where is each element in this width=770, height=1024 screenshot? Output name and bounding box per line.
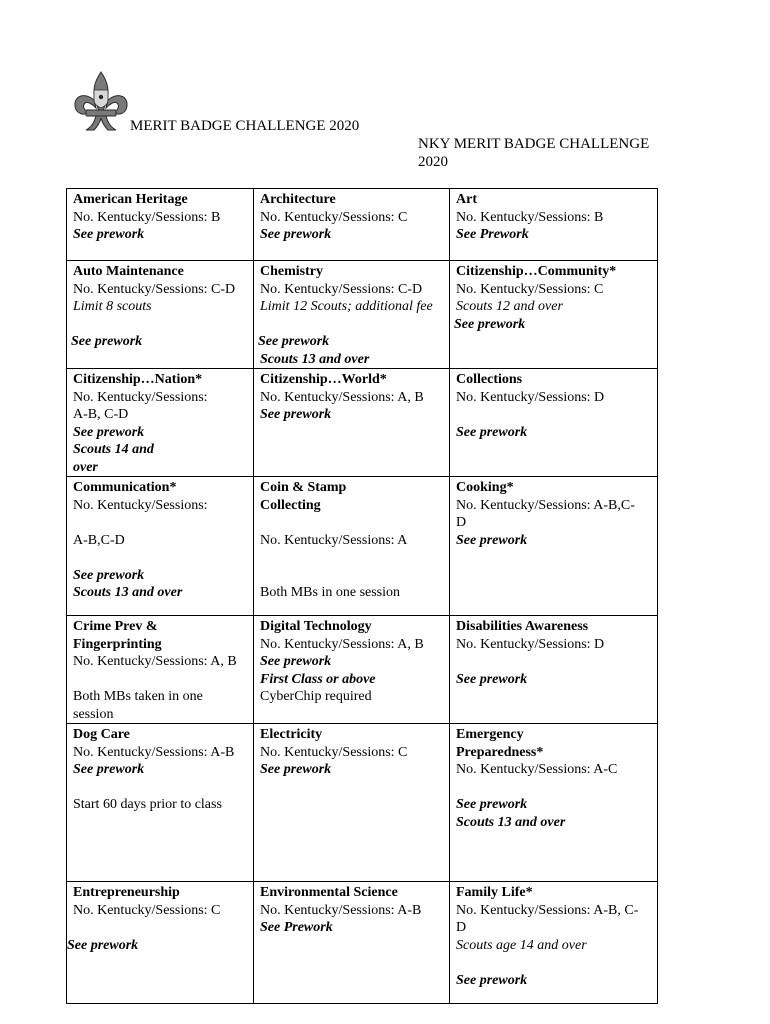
badge-cell-cooking	[450, 477, 658, 616]
badge-extra: CyberChip required	[260, 689, 372, 704]
table-row	[67, 882, 658, 1004]
page-title-right: NKY MERIT BADGE CHALLENGE 2020	[418, 136, 650, 170]
badge-extra: Both MBs taken in one	[73, 689, 203, 704]
badge-cell-emergency-preparedness	[450, 724, 658, 882]
badge-name: Architecture	[260, 192, 336, 207]
badge-cell-entrepreneurship	[67, 882, 254, 1004]
badge-name: Collections	[456, 372, 523, 387]
badge-note: See prework	[260, 227, 332, 242]
badge-sessions: No. Kentucky/Sessions: C	[260, 744, 408, 760]
badge-age: Scouts age 14 and over	[456, 937, 587, 953]
badge-name: American Heritage	[73, 192, 188, 207]
badge-sessions: No. Kentucky/Sessions:	[73, 389, 208, 405]
badge-sessions: No. Kentucky/Sessions: C	[73, 902, 221, 918]
badge-note: See prework	[73, 567, 145, 583]
badge-name: Citizenship…Community*	[456, 264, 617, 279]
badge-note: See prework	[67, 937, 139, 953]
table-row	[67, 369, 658, 477]
badge-sessions: No. Kentucky/Sessions: A, B	[260, 389, 424, 405]
badge-name: Citizenship…World*	[260, 372, 387, 387]
badge-note: See prework	[456, 532, 528, 548]
badge-note: See prework	[258, 334, 330, 349]
badge-name: Digital Technology	[260, 619, 372, 634]
badge-cell-citizenship-nation	[67, 369, 254, 477]
badge-sessions: No. Kentucky/Sessions: C-D	[260, 281, 423, 297]
badge-sessions: No. Kentucky/Sessions: A-B,C-	[456, 497, 635, 513]
badge-cell-architecture	[254, 189, 450, 261]
badge-limit: Limit 12 Scouts; additional fee	[260, 299, 433, 314]
badge-sessions: No. Kentucky/Sessions: A-B	[73, 744, 235, 760]
fleur-de-lis-logo	[72, 70, 130, 134]
badge-cell-environmental-science	[254, 882, 450, 1004]
badge-cell-electricity	[254, 724, 450, 882]
badge-sessions: No. Kentucky/Sessions: B	[73, 209, 221, 225]
badge-note: See prework	[73, 762, 145, 777]
table-row	[67, 616, 658, 724]
badge-cell-dog-care	[67, 724, 254, 882]
badge-note: See prework	[73, 424, 145, 440]
badge-cell-citizenship-world	[254, 369, 450, 477]
badge-name: Dog Care	[73, 727, 130, 742]
badge-sessions-cont: A-B, C-D	[73, 407, 129, 422]
badge-name: Crime Prev &	[73, 619, 158, 634]
badge-sessions-cont: D	[456, 515, 467, 530]
badge-age: Scouts 13 and over	[260, 351, 370, 367]
badge-name: Entrepreneurship	[73, 885, 180, 900]
table-row	[67, 724, 658, 882]
page-title-left: MERIT BADGE CHALLENGE 2020	[130, 118, 360, 134]
badge-extra: Both MBs in one session	[260, 585, 401, 600]
badge-age: Scouts 12 and over	[456, 299, 563, 314]
badge-name: Environmental Science	[260, 885, 398, 900]
badge-sessions: No. Kentucky/Sessions: A	[260, 532, 408, 548]
badge-cell-american-heritage	[67, 189, 254, 261]
badge-extra: Start 60 days prior to class	[73, 797, 222, 812]
badge-note: See Prework	[260, 920, 333, 935]
table-row	[67, 477, 658, 616]
badge-name-cont: Preparedness*	[456, 744, 544, 760]
merit-badge-table	[66, 188, 658, 1004]
badge-name: Auto Maintenance	[73, 264, 184, 279]
badge-sessions: No. Kentucky/Sessions: D	[456, 636, 605, 652]
badge-sessions: No. Kentucky/Sessions: A, B	[260, 636, 424, 652]
badge-note: See prework	[454, 316, 526, 332]
badge-name-cont: Collecting	[260, 497, 321, 513]
badge-sessions: No. Kentucky/Sessions: A-C	[456, 762, 618, 777]
badge-sessions: No. Kentucky/Sessions: B	[456, 209, 604, 225]
badge-age-cont: over	[73, 459, 98, 475]
table-row	[67, 261, 658, 369]
badge-cell-family-life	[450, 882, 658, 1004]
badge-cell-citizenship-community	[450, 261, 658, 369]
badge-name: Citizenship…Nation*	[73, 372, 203, 387]
badge-name: Coin & Stamp	[260, 480, 347, 495]
badge-cell-coin-stamp	[254, 477, 450, 616]
badge-cell-disabilities-awareness	[450, 616, 658, 724]
badge-sessions: No. Kentucky/Sessions: A, B	[73, 654, 237, 669]
badge-cell-chemistry	[254, 261, 450, 369]
badge-age: Scouts 14 and	[73, 442, 154, 457]
badge-note: See prework	[260, 407, 332, 422]
badge-note: See prework	[73, 227, 145, 242]
badge-note: See prework	[456, 424, 528, 440]
badge-sessions: No. Kentucky/Sessions: A-B	[260, 902, 422, 918]
badge-note: See prework	[456, 797, 528, 812]
badge-name: Communication*	[73, 480, 177, 495]
badge-sessions-cont: D	[456, 920, 467, 935]
badge-name: Family Life*	[456, 885, 533, 900]
badge-age: Scouts 13 and over	[73, 585, 183, 600]
badge-cell-art	[450, 189, 658, 261]
badge-cell-digital-technology	[254, 616, 450, 724]
badge-note: See prework	[456, 671, 528, 687]
badge-sessions: No. Kentucky/Sessions: C	[260, 209, 408, 225]
badge-limit: Limit 8 scouts	[73, 299, 152, 314]
badge-sessions: No. Kentucky/Sessions: C-D	[73, 281, 236, 297]
badge-cell-crime-prev	[67, 616, 254, 724]
badge-note: See prework	[71, 334, 143, 349]
badge-sessions: No. Kentucky/Sessions: D	[456, 389, 605, 405]
badge-name: Cooking*	[456, 480, 514, 495]
badge-name: Disabilities Awareness	[456, 619, 589, 634]
badge-name-cont: Fingerprinting	[73, 636, 162, 652]
badge-note: See prework	[260, 762, 332, 777]
badge-sessions: No. Kentucky/Sessions:	[73, 497, 208, 513]
badge-name: Chemistry	[260, 264, 323, 279]
badge-name: Art	[456, 192, 477, 207]
badge-sessions: No. Kentucky/Sessions: A-B, C-	[456, 902, 639, 918]
badge-cell-collections	[450, 369, 658, 477]
badge-note: See Prework	[456, 227, 529, 242]
table-row	[67, 189, 658, 261]
badge-note: See prework	[456, 972, 528, 988]
badge-sessions: No. Kentucky/Sessions: C	[456, 281, 604, 297]
badge-note: See prework	[260, 654, 332, 669]
badge-extra-cont: session	[73, 706, 114, 722]
badge-cell-communication	[67, 477, 254, 616]
badge-rank: First Class or above	[260, 671, 376, 687]
badge-sessions-cont: A-B,C-D	[73, 532, 125, 548]
badge-age: Scouts 13 and over	[456, 814, 566, 830]
badge-cell-auto-maintenance	[67, 261, 254, 369]
badge-name: Electricity	[260, 727, 323, 742]
badge-name: Emergency	[456, 727, 524, 742]
